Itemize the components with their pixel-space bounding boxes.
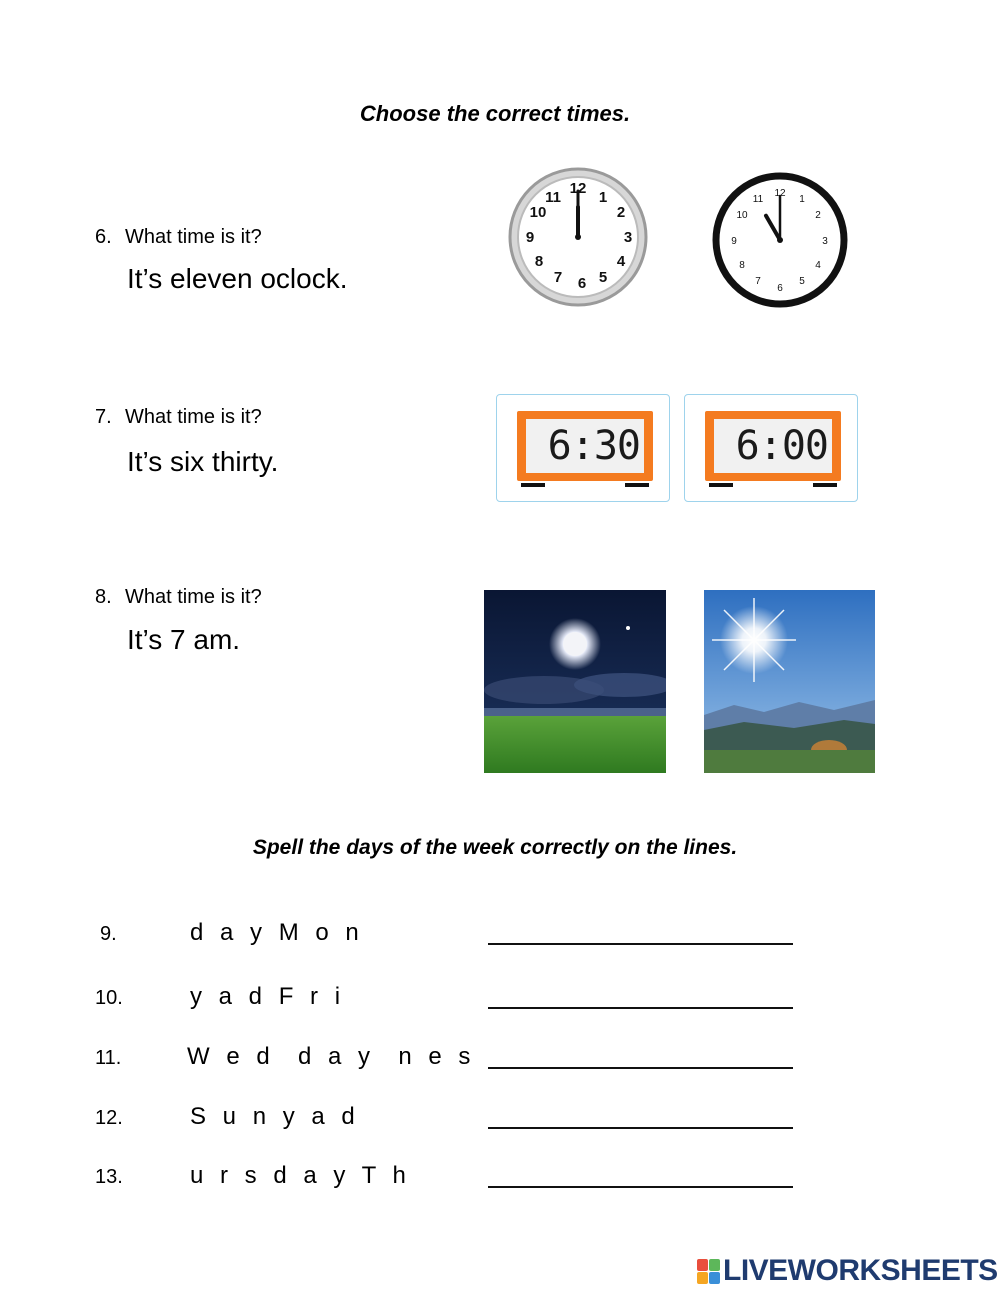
question-text: What time is it? <box>125 586 262 608</box>
svg-text:4: 4 <box>616 253 626 270</box>
question-8-answer: It’s 7 am. <box>127 624 241 655</box>
question-number: 6. <box>95 226 112 248</box>
clock-foot <box>709 483 733 487</box>
svg-text:12: 12 <box>569 180 587 197</box>
spelling-row-13 <box>95 1162 855 1192</box>
clock-frame <box>517 411 653 481</box>
svg-text:10: 10 <box>529 204 547 221</box>
svg-text:10: 10 <box>736 210 748 221</box>
svg-text:11: 11 <box>752 194 764 205</box>
svg-text:9: 9 <box>525 229 535 246</box>
spelling-row-9 <box>95 919 855 949</box>
logo-tile <box>709 1259 720 1271</box>
jumbled-word: d a y M o n <box>190 919 364 946</box>
answer-line[interactable] <box>488 1007 793 1009</box>
spelling-heading: Spell the days of the week correctly on the lines. <box>252 836 738 859</box>
svg-text:3: 3 <box>822 236 828 247</box>
svg-text:8: 8 <box>739 260 745 271</box>
liveworksheets-logo <box>697 1254 998 1288</box>
digital-display: 6:30 <box>526 419 644 473</box>
question-8-prompt <box>95 586 262 609</box>
clock-foot <box>813 483 837 487</box>
svg-text:12: 12 <box>774 188 786 199</box>
question-7-answer: It’s six thirty. <box>127 446 279 477</box>
digital-clock-option-1[interactable] <box>496 394 670 502</box>
jumbled-word: u r s d a y T h <box>190 1162 411 1189</box>
svg-text:2: 2 <box>815 210 821 221</box>
svg-text:3: 3 <box>623 229 633 246</box>
clock-foot <box>521 483 545 487</box>
question-text: What time is it? <box>125 406 262 428</box>
answer-line[interactable] <box>488 1127 793 1129</box>
logo-tile <box>697 1272 708 1284</box>
jumbled-word: S u n y a d <box>190 1103 360 1130</box>
svg-text:2: 2 <box>616 204 626 221</box>
svg-text:7: 7 <box>553 269 563 286</box>
spelling-row-10 <box>95 983 855 1013</box>
svg-text:6: 6 <box>777 283 783 294</box>
question-7-prompt <box>95 406 262 429</box>
analog-clock-option-1[interactable] <box>508 162 648 312</box>
svg-text:8: 8 <box>534 253 544 270</box>
spelling-number: 10. <box>95 987 123 1009</box>
svg-text:4: 4 <box>815 260 821 271</box>
svg-text:7: 7 <box>755 276 761 287</box>
spelling-number: 9. <box>100 923 117 945</box>
svg-text:5: 5 <box>799 276 805 287</box>
times-heading: Choose the correct times. <box>359 101 631 126</box>
spelling-number: 13. <box>95 1166 123 1188</box>
question-text: What time is it? <box>125 226 262 248</box>
logo-tile <box>709 1272 720 1284</box>
logo-wordmark: LIVEWORKSHEETS <box>723 1254 998 1287</box>
svg-text:9: 9 <box>731 236 737 247</box>
answer-line[interactable] <box>488 1067 793 1069</box>
spelling-row-11 <box>95 1043 855 1073</box>
analog-clock-option-2[interactable] <box>712 172 850 308</box>
question-6-prompt <box>95 226 262 249</box>
logo-tile <box>697 1259 708 1271</box>
answer-line[interactable] <box>488 1186 793 1188</box>
digital-clock-option-2[interactable] <box>684 394 858 502</box>
clock-foot <box>625 483 649 487</box>
svg-text:11: 11 <box>545 189 561 206</box>
answer-line[interactable] <box>488 943 793 945</box>
night-scene-option[interactable] <box>484 590 666 773</box>
question-6-answer: It’s eleven oclock. <box>127 263 348 294</box>
svg-text:6: 6 <box>577 275 587 292</box>
svg-text:1: 1 <box>598 189 608 206</box>
question-number: 7. <box>95 406 112 428</box>
logo-tiles <box>697 1259 720 1284</box>
clock-frame <box>705 411 841 481</box>
digital-display: 6:00 <box>714 419 832 473</box>
day-scene-option[interactable] <box>704 590 875 773</box>
spelling-number: 11. <box>95 1047 122 1069</box>
jumbled-word: y a d F r i <box>190 983 346 1010</box>
spelling-row-12 <box>95 1103 855 1133</box>
svg-text:1: 1 <box>799 194 805 205</box>
jumbled-word: W e d d a y n e s <box>187 1043 476 1070</box>
question-number: 8. <box>95 586 112 608</box>
spelling-number: 12. <box>95 1107 123 1129</box>
svg-text:5: 5 <box>598 269 608 286</box>
